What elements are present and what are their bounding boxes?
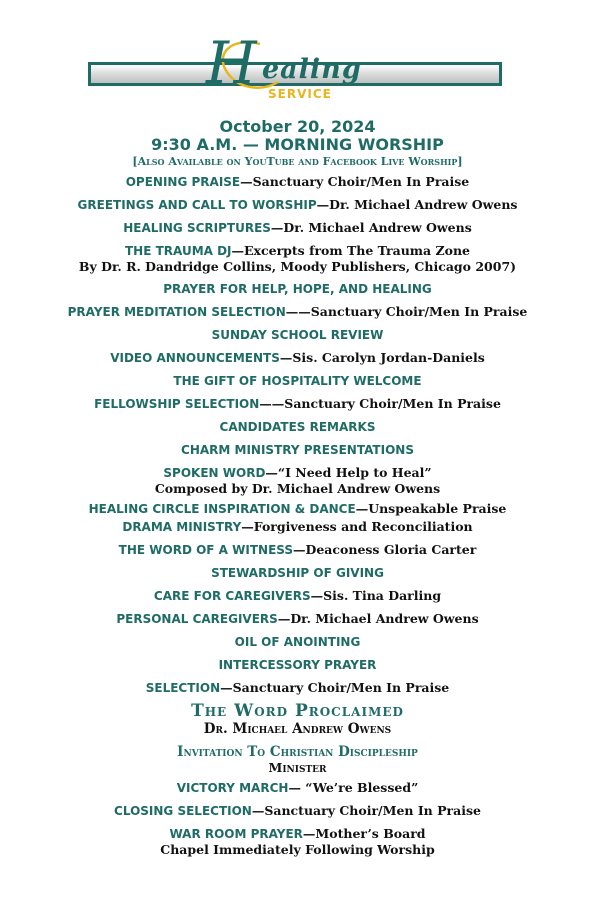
program-item bbox=[0, 519, 595, 535]
item-title: SUNDAY SCHOOL REVIEW bbox=[211, 328, 384, 342]
closing-items bbox=[0, 780, 595, 857]
item-title: CARE FOR CAREGIVERS bbox=[153, 589, 311, 603]
program-item bbox=[0, 501, 595, 517]
item-detail: —“I Need Help to Heal” bbox=[265, 465, 432, 480]
item-title: CLOSING SELECTION bbox=[114, 804, 252, 818]
item-detail: ——Sanctuary Choir/Men In Praise bbox=[259, 396, 501, 411]
program-item bbox=[0, 327, 595, 343]
item-title: PRAYER FOR HELP, HOPE, AND HEALING bbox=[163, 282, 432, 296]
item-title: GREETINGS AND CALL TO WORSHIP bbox=[77, 198, 317, 212]
program-item bbox=[0, 542, 595, 558]
program-item bbox=[0, 350, 595, 366]
item-detail: —Dr. Michael Andrew Owens bbox=[270, 220, 472, 235]
program bbox=[0, 118, 595, 857]
item-detail: —Unspeakable Praise bbox=[355, 501, 507, 516]
program-item bbox=[0, 680, 595, 696]
program-item bbox=[0, 197, 595, 213]
item-detail: —Dr. Michael Andrew Owens bbox=[277, 611, 479, 626]
item-title: THE TRAUMA DJ bbox=[125, 244, 232, 258]
program-item bbox=[0, 243, 595, 259]
item-detail: —Dr. Michael Andrew Owens bbox=[316, 197, 518, 212]
item-title: OIL OF ANOINTING bbox=[234, 635, 361, 649]
word-title: The Word Proclaimed bbox=[191, 701, 404, 721]
item-detail: —Mother’s Board bbox=[302, 826, 426, 841]
item-detail: — “We’re Blessed” bbox=[288, 780, 419, 795]
streaming-note: [Also Available on YouTube and Facebook Live Worship] bbox=[132, 155, 463, 168]
item-title: VIDEO ANNOUNCEMENTS bbox=[110, 351, 280, 365]
logo-service: SERVICE bbox=[268, 87, 332, 101]
item-detail: —Sanctuary Choir/Men In Praise bbox=[240, 174, 470, 189]
program-item bbox=[0, 565, 595, 581]
invitation-who: Minister bbox=[268, 760, 327, 775]
item-title: DRAMA MINISTRY bbox=[122, 520, 242, 534]
item-detail: —Sanctuary Choir/Men In Praise bbox=[220, 680, 450, 695]
program-item bbox=[0, 304, 595, 320]
item-title: HEALING SCRIPTURES bbox=[123, 221, 271, 235]
item-detail: ——Sanctuary Choir/Men In Praise bbox=[285, 304, 528, 319]
item-title: INTERCESSORY PRAYER bbox=[218, 658, 377, 672]
item-title: OPENING PRAISE bbox=[125, 175, 241, 189]
program-item bbox=[0, 657, 595, 673]
item-title: STEWARDSHIP OF GIVING bbox=[211, 566, 384, 580]
item-detail: —Sis. Carolyn Jordan-Daniels bbox=[279, 350, 485, 365]
program-item bbox=[0, 826, 595, 842]
item-title: WAR ROOM PRAYER bbox=[169, 827, 303, 841]
item-detail: —Forgiveness and Reconciliation bbox=[241, 519, 473, 534]
item-detail: —Excerpts from The Trauma Zone bbox=[231, 243, 470, 258]
logo-initial: H bbox=[206, 29, 257, 97]
program-item bbox=[0, 611, 595, 627]
item-detail-line: By Dr. R. Dandridge Collins, Moody Publishers, Chicago 2007) bbox=[78, 259, 517, 274]
program-item bbox=[0, 803, 595, 819]
program-items bbox=[0, 174, 595, 696]
program-item bbox=[0, 419, 595, 435]
item-detail: —Sis. Tina Darling bbox=[310, 588, 442, 603]
item-title: PRAYER MEDITATION SELECTION bbox=[67, 305, 286, 319]
item-title: CANDIDATES REMARKS bbox=[219, 420, 376, 434]
invitation-title: Invitation To Christian Discipleship bbox=[177, 744, 418, 760]
item-title: VICTORY MARCH bbox=[176, 781, 289, 795]
word-speaker: Dr. Michael Andrew Owens bbox=[203, 721, 392, 737]
service-date: October 20, 2024 bbox=[219, 117, 376, 136]
program-item bbox=[0, 588, 595, 604]
item-title: HEALING CIRCLE INSPIRATION & DANCE bbox=[88, 502, 356, 516]
service-time: 9:30 A.M. — MORNING WORSHIP bbox=[151, 135, 444, 154]
logo-word: ealing bbox=[262, 54, 362, 85]
item-detail: —Sanctuary Choir/Men In Praise bbox=[251, 803, 481, 818]
program-item bbox=[0, 174, 595, 190]
item-detail: —Deaconess Gloria Carter bbox=[293, 542, 477, 557]
program-item bbox=[0, 396, 595, 412]
program-item bbox=[0, 220, 595, 236]
program-item bbox=[0, 442, 595, 458]
item-title: PERSONAL CAREGIVERS bbox=[116, 612, 278, 626]
item-detail-line: Chapel Immediately Following Worship bbox=[160, 842, 435, 857]
program-item bbox=[0, 373, 595, 389]
item-detail-line: Composed by Dr. Michael Andrew Owens bbox=[154, 481, 441, 496]
item-title: SPOKEN WORD bbox=[163, 466, 266, 480]
program-item bbox=[0, 281, 595, 297]
item-title: SELECTION bbox=[145, 681, 221, 695]
header bbox=[0, 0, 595, 118]
program-item bbox=[0, 465, 595, 481]
program-item bbox=[0, 780, 595, 796]
item-title: FELLOWSHIP SELECTION bbox=[94, 397, 260, 411]
program-item bbox=[0, 634, 595, 650]
item-title: CHARM MINISTRY PRESENTATIONS bbox=[181, 443, 414, 457]
item-title: THE GIFT OF HOSPITALITY WELCOME bbox=[173, 374, 422, 388]
item-title: THE WORD OF A WITNESS bbox=[118, 543, 294, 557]
